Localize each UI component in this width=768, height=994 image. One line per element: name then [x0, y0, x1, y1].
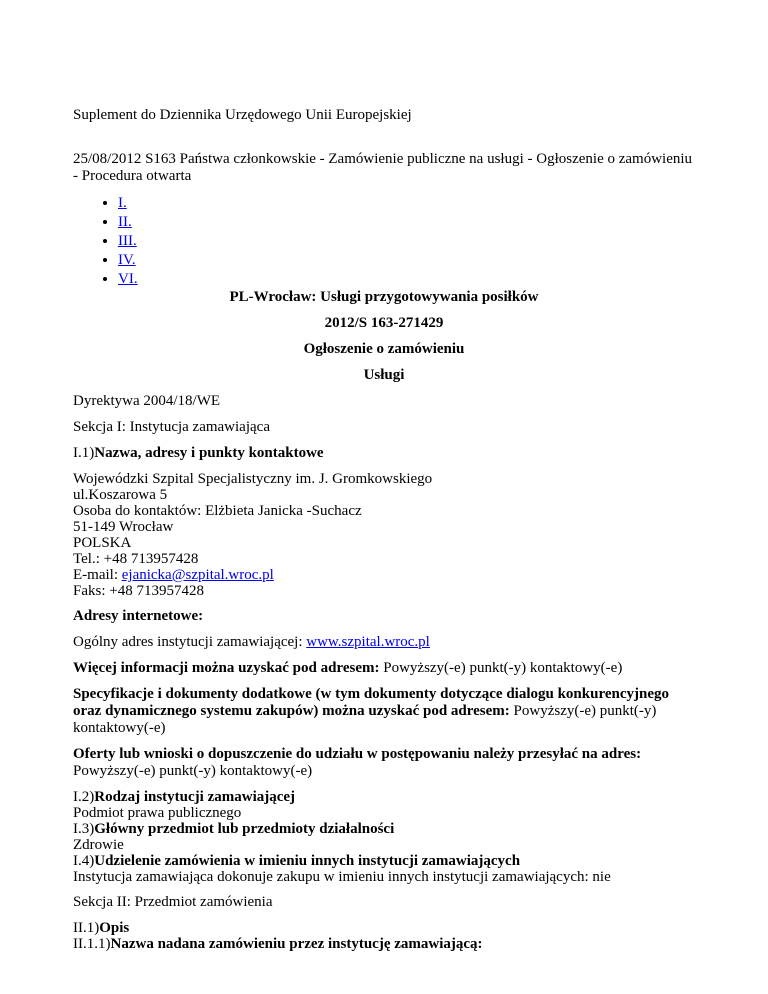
section-code: I.1): [73, 445, 95, 461]
more-info-label: Więcej informacji można uzyskać pod adresem:: [73, 660, 380, 676]
specifications-value: Powyższy(-e) punkt(-y) kontaktowy(-e): [73, 703, 657, 736]
section-ii1-block: [73, 920, 695, 952]
section-label: Opis: [99, 920, 130, 936]
toc-item: [118, 194, 695, 213]
toc-item: [118, 251, 695, 270]
toc-link-section-4[interactable]: IV.: [118, 252, 136, 268]
toc-link-section-1[interactable]: I.: [118, 195, 127, 211]
section-code: I.3): [73, 821, 95, 837]
email-label: E-mail:: [73, 567, 122, 583]
postal-city: 51-149 Wrocław: [73, 519, 174, 535]
toc-link-section-3[interactable]: III.: [118, 233, 137, 249]
general-address-line: [73, 634, 695, 651]
email-link[interactable]: ejanicka@szpital.wroc.pl: [121, 567, 274, 583]
section-i4-value: Instytucja zamawiająca dokonuje zakupu w imieniu innych instytucji zamawiających: nie: [73, 869, 611, 885]
internet-addresses-heading: Adresy internetowe:: [73, 608, 204, 624]
section-i3-heading: [73, 821, 695, 837]
telephone: Tel.: +48 713957428: [73, 551, 199, 567]
section-label: Główny przedmiot lub przedmioty działalności: [94, 821, 395, 837]
institution-name: Wojewódzki Szpital Specjalistyczny im. J. Gromkowskiego: [73, 471, 433, 487]
section-code: II.1.1): [73, 936, 111, 952]
notice-category: Usługi: [363, 367, 405, 383]
section-label: Udzielenie zamówienia w imieniu innych instytucji zamawiających: [94, 853, 521, 869]
toc-item: [118, 232, 695, 251]
section-1-heading: Sekcja I: Instytucja zamawiająca: [73, 419, 270, 435]
specifications-line: [73, 686, 695, 737]
section-i1-heading: [73, 445, 695, 462]
general-address-link[interactable]: www.szpital.wroc.pl: [306, 634, 430, 650]
section-2-heading: Sekcja II: Przedmiot zamówienia: [73, 894, 273, 910]
contact-person: Osoba do kontaktów: Elżbieta Janicka -Suchacz: [73, 503, 362, 519]
table-of-contents: [73, 194, 695, 289]
section-ii1-heading: [73, 920, 695, 936]
supplement-title: Suplement do Dziennika Urzędowego Unii Europejskiej: [73, 107, 412, 123]
specifications-label: Specyfikacje i dokumenty dodatkowe (w tym dokumenty dotyczące dialogu konkurencyjnego oraz dynamicznego systemu zakupów) można uzyskać pod adresem:: [73, 686, 669, 719]
toc-item: [118, 270, 695, 289]
section-i3-value: Zdrowie: [73, 837, 124, 853]
section-label: Nazwa nadana zamówieniu przez instytucję zamawiającą:: [110, 936, 483, 952]
section-i2-value: Podmiot prawa publicznego: [73, 805, 242, 821]
section-ii11-heading: [73, 936, 695, 952]
toc-item: [118, 213, 695, 232]
directive: Dyrektywa 2004/18/WE: [73, 393, 221, 409]
section-i2-heading: [73, 789, 695, 805]
notice-number: 2012/S 163-271429: [324, 315, 444, 331]
section-i2-i4-block: [73, 789, 695, 885]
section-code: I.2): [73, 789, 95, 805]
section-i4-heading: [73, 853, 695, 869]
fax: Faks: +48 713957428: [73, 583, 204, 599]
country: POLSKA: [73, 535, 132, 551]
notice-type: Ogłoszenie o zamówieniu: [303, 341, 465, 357]
toc-link-section-2[interactable]: II.: [118, 214, 132, 230]
general-address-label: Ogólny adres instytucji zamawiającej:: [73, 634, 307, 650]
offers-value: Powyższy(-e) punkt(-y) kontaktowy(-e): [73, 763, 313, 779]
offers-line: [73, 746, 695, 780]
more-info-line: [73, 660, 695, 677]
more-info-value: Powyższy(-e) punkt(-y) kontaktowy(-e): [379, 660, 623, 676]
notice-dateline: 25/08/2012 S163 Państwa członkowskie - Zamówienie publiczne na usługi - Ogłoszenie o zamówieniu - Procedura otwarta: [73, 151, 693, 184]
section-code: II.1): [73, 920, 100, 936]
section-code: I.4): [73, 853, 95, 869]
contact-address-block: [73, 471, 695, 599]
email-line: [73, 567, 695, 583]
section-label: Rodzaj instytucji zamawiającej: [94, 789, 296, 805]
section-label: Nazwa, adresy i punkty kontaktowe: [94, 445, 324, 461]
notice-main-title: PL-Wrocław: Usługi przygotowywania posiłków: [229, 289, 539, 305]
street-address: ul.Koszarowa 5: [73, 487, 168, 503]
toc-link-section-6[interactable]: VI.: [118, 271, 138, 287]
offers-label: Oferty lub wnioski o dopuszczenie do udziału w postępowaniu należy przesyłać na adres:: [73, 746, 642, 762]
